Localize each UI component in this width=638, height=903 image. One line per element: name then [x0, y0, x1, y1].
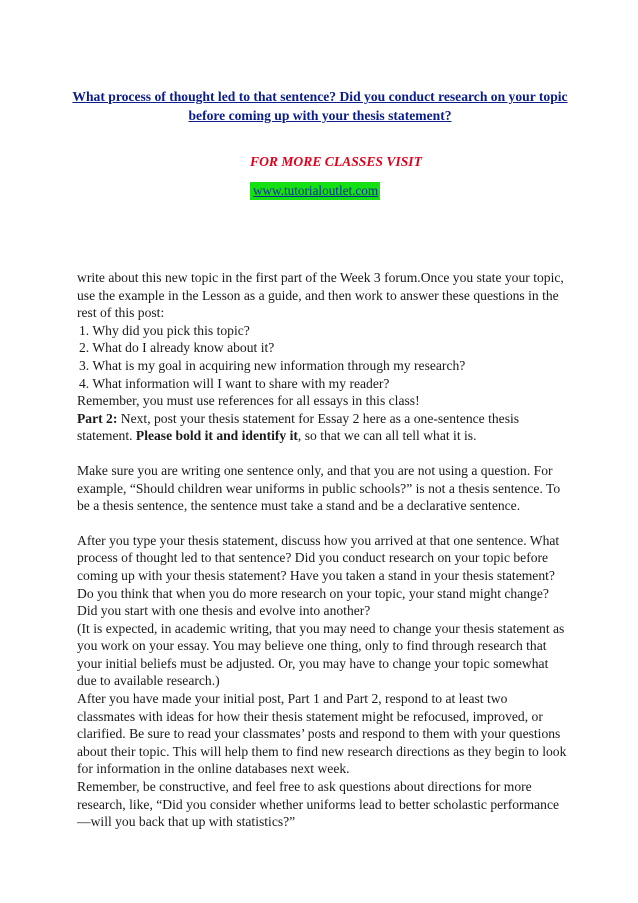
promo-link[interactable]: www.tutorialoutlet.com	[250, 182, 380, 200]
question-list	[77, 322, 567, 392]
intro-paragraph: write about this new topic in the first part of the Week 3 forum.Once you state your topic, use the example in the Lesson as a guide, and then work to answer these questions in the rest of this post:	[77, 270, 564, 321]
paragraph-gap	[77, 445, 567, 462]
after-type-paragraph: After you type your thesis statement, discuss how you arrived at that one sentence. What process of thought led to that sentence? Did you conduct research on your topic before coming up with your thesis statement? Have you taken a stand in your thesis statement? Do you think that when you do more research on your topic, your stand might change? Did you start with one thesis and evolve into another?	[77, 532, 560, 619]
document-title: What process of thought led to that sentence? Did you conduct research on your topic before coming up with your thesis statement?	[72, 89, 568, 123]
document-body	[77, 269, 567, 831]
question-item: 3. What is my goal in acquiring new information through my research?	[79, 357, 466, 373]
constructive-paragraph: Remember, be constructive, and feel free to ask questions about directions for more research, like, “Did you consider whether uniforms lead to better scholastic performance—will you back that up with statistics?”	[77, 779, 560, 830]
question-item: 1. Why did you pick this topic?	[79, 322, 250, 338]
respond-paragraph: After you have made your initial post, Part 1 and Part 2, respond to at least two classmates with ideas for how their thesis statement might be refocused, improved, or clarified. Be sure to read your classmates’ posts and respond to them with your questions about their topic. This will help them to find new research directions as they begin to look for information in the online databases next week.	[77, 691, 567, 777]
promo-heading: FOR MORE CLASSES VISIT	[250, 154, 422, 169]
part2-label: Part 2:	[77, 410, 118, 426]
part2-paragraph	[77, 410, 567, 445]
part2-bold-instruction: Please bold it and identify it	[135, 428, 298, 444]
part2-text-b: , so that we can all tell what it is.	[297, 428, 477, 444]
expected-paragraph: (It is expected, in academic writing, that you may need to change your thesis statement as you work on your essay. You may believe one thing, only to find through research that your initial beliefs must be adjusted. Or, you may have to change your topic somewhat due to available research.)	[77, 620, 565, 689]
part2-text-a: Next, post your thesis statement for Essay 2 here as a one-sentence thesis statement.	[77, 410, 520, 444]
paragraph-gap	[77, 515, 567, 532]
references-note: Remember, you must use references for all essays in this class!	[77, 393, 420, 409]
question-item: 2. What do I already know about it?	[79, 340, 275, 356]
question-item: 4. What information will I want to share with my reader?	[79, 375, 390, 391]
one-sentence-paragraph: Make sure you are writing one sentence only, and that you are not using a question. For example, “Should children wear uniforms in public schools?” is not a thesis sentence. To be a thesis sentence, the sentence must take a stand and be a declarative sentence.	[77, 462, 561, 514]
